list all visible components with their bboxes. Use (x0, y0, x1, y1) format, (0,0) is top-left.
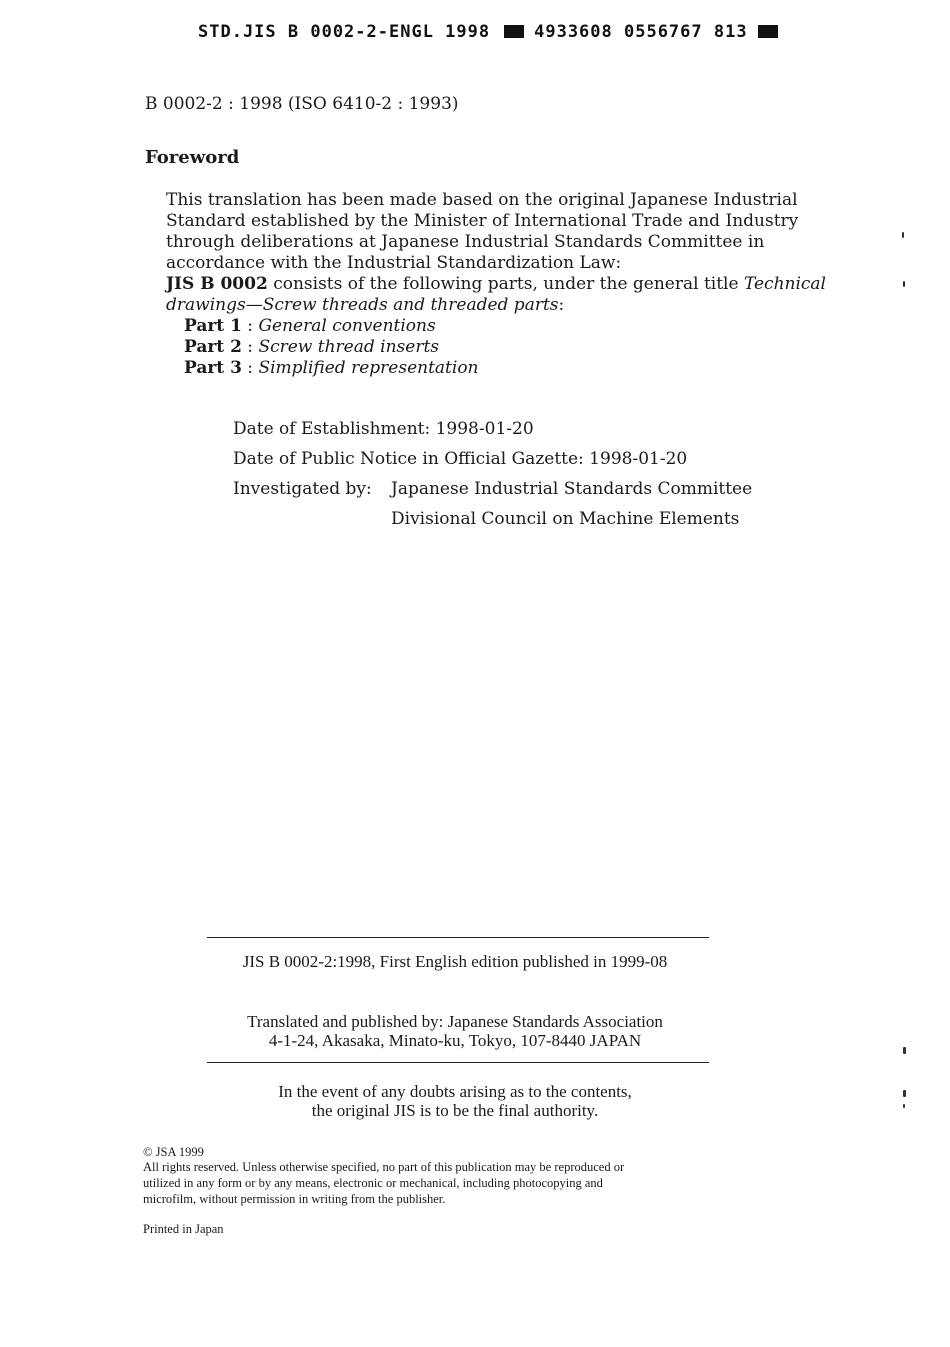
printed-in: Printed in Japan (143, 1222, 224, 1236)
general-title-colon: : (558, 295, 565, 315)
foreword-line-2: Standard established by the Minister of International Trade and Industry (166, 211, 799, 231)
stamp-block-mark (504, 25, 524, 38)
scan-speck (903, 1104, 905, 1108)
general-title-part-1: Technical (743, 274, 826, 294)
edition-statement: JIS B 0002-2:1998, First English edition published in 1999-08 (242, 952, 668, 971)
part-item (184, 337, 439, 357)
foreword-line-1: This translation has been made based on the original Japanese Industrial (166, 190, 798, 210)
copyright-text-1: All rights reserved. Unless otherwise specified, no part of this publication may be reproduced or (143, 1160, 625, 1174)
scan-speck (903, 1090, 906, 1097)
part-title: Simplified representation (258, 358, 479, 378)
scan-speck (902, 232, 904, 238)
part-item (184, 358, 479, 378)
publisher-address: 4-1-24, Akasaka, Minato-ku, Tokyo, 107-8440 JAPAN (268, 1031, 642, 1050)
investigated-by-committee: Japanese Industrial Standards Committee (391, 479, 753, 499)
part-separator: : (241, 316, 259, 336)
foreword-heading: Foreword (145, 147, 240, 168)
authority-line-2: the original JIS is to be the final authority. (311, 1101, 599, 1120)
standard-id: B 0002-2 : 1998 (ISO 6410-2 : 1993) (145, 94, 459, 114)
copyright-text-2: utilized in any form or by any means, electronic or mechanical, including photocopying and (143, 1176, 603, 1190)
general-title-part-2: drawings—Screw threads and threaded parts (166, 295, 559, 315)
part-label: Part 3 (184, 358, 242, 378)
divider-bottom (207, 1062, 709, 1063)
investigated-label: Investigated by: (233, 479, 372, 499)
part-label: Part 2 (184, 337, 242, 357)
authority-line-1: In the event of any doubts arising as to the contents, (278, 1082, 632, 1101)
copyright-text-3: microfilm, without permission in writing from the publisher. (143, 1192, 446, 1206)
copyright-mark: © JSA 1999 (143, 1145, 204, 1159)
parts-intro-line-2 (166, 295, 564, 316)
foreword-line-3: through deliberations at Japanese Industrial Standards Committee in (166, 232, 765, 252)
part-item (184, 316, 436, 336)
foreword-line-4: accordance with the Industrial Standardization Law: (166, 253, 622, 273)
publisher-line-1: Translated and published by: Japanese Standards Association (247, 1012, 663, 1031)
parts-intro-line (166, 274, 826, 295)
part-title: Screw thread inserts (258, 337, 440, 357)
scan-speck (903, 1047, 906, 1054)
part-title: General conventions (258, 316, 436, 336)
parts-intro-text: consists of the following parts, under the general title (267, 274, 744, 294)
date-of-establishment: Date of Establishment: 1998-01-20 (233, 419, 534, 439)
jis-reference: JIS B 0002 (166, 274, 268, 294)
investigated-by-council: Divisional Council on Machine Elements (391, 509, 740, 529)
stamp-code: STD.JIS B 0002-2-ENGL 1998 (198, 22, 491, 42)
scan-speck (903, 281, 905, 287)
header-stamp (198, 22, 778, 42)
date-of-public-notice: Date of Public Notice in Official Gazette: 1998-01-20 (233, 449, 688, 469)
part-separator: : (241, 337, 259, 357)
stamp-serial: 4933608 0556767 813 (534, 22, 748, 42)
part-separator: : (241, 358, 259, 378)
part-label: Part 1 (184, 316, 242, 336)
stamp-block-mark-end (758, 25, 778, 38)
divider-top (207, 937, 709, 938)
